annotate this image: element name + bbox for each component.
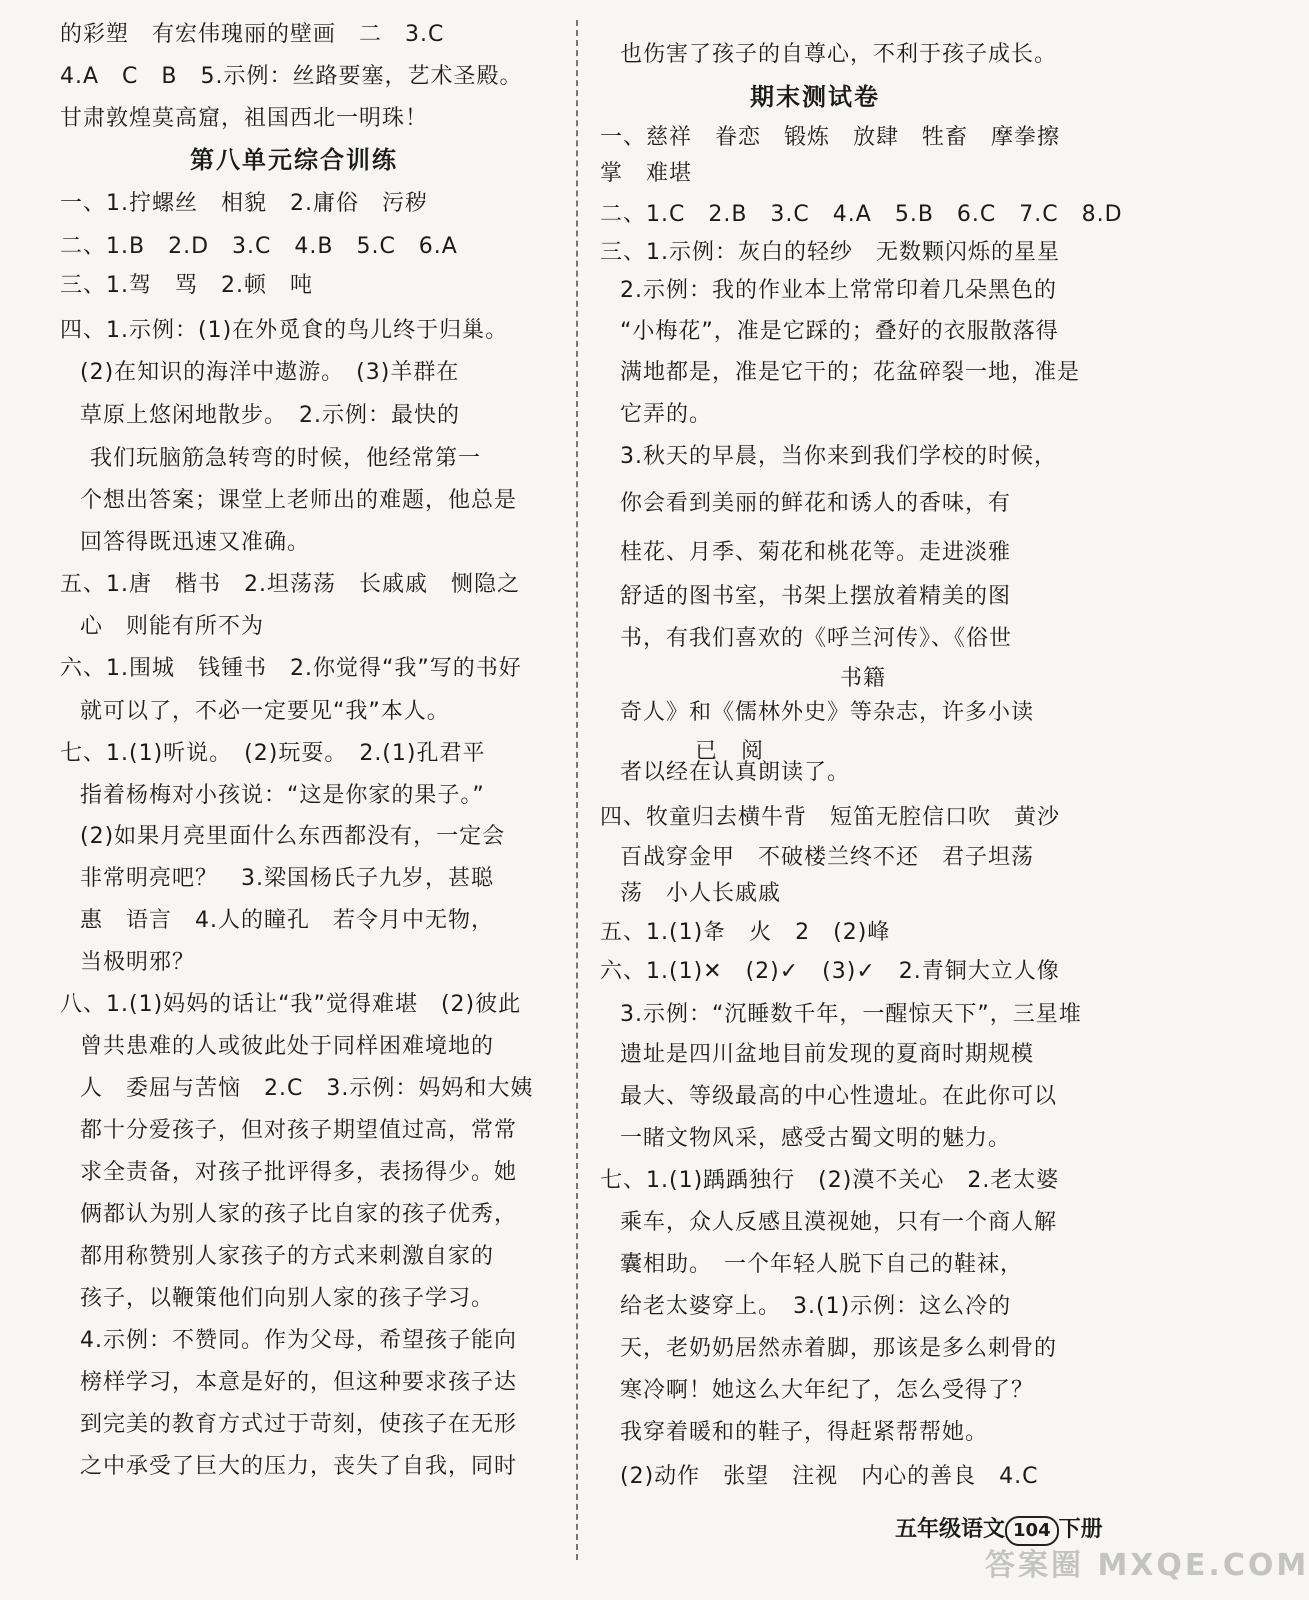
text-line: 四、牧童归去横牛背 短笛无腔信口吹 黄沙 bbox=[600, 805, 1061, 830]
text-line: 到完美的教育方式过于苛刻，使孩子在无形 bbox=[80, 1412, 518, 1437]
page-number: 104 bbox=[1005, 1516, 1059, 1546]
text-line: 3.秋天的早晨，当你来到我们学校的时候， bbox=[620, 444, 1057, 469]
text-line: 给老太婆穿上。 3.(1)示例：这么冷的 bbox=[620, 1294, 1012, 1319]
text-line: 人 委屈与苦恼 2.C 3.示例：妈妈和大姨 bbox=[80, 1076, 534, 1101]
text-line: 2.示例：我的作业本上常常印着几朵黑色的 bbox=[620, 278, 1057, 303]
text-line: 它弄的。 bbox=[620, 402, 713, 427]
text-line: 你会看到美丽的鲜花和诱人的香味，有 bbox=[620, 491, 1012, 516]
text-line: 草原上悠闲地散步。 2.示例：最快的 bbox=[80, 403, 460, 428]
footer-volume: 下册 bbox=[1058, 1517, 1103, 1542]
text-line: 都用称赞别人家孩子的方式来刺激自家的 bbox=[80, 1244, 495, 1269]
text-line: 榜样学习，本意是好的，但这种要求孩子达 bbox=[80, 1370, 518, 1395]
text-line: 我们玩脑筋急转弯的时候，他经常第一 bbox=[90, 446, 482, 471]
text-line: 五、1.唐 楷书 2.坦荡荡 长戚戚 恻隐之 bbox=[60, 572, 520, 597]
text-line: 三、1.驾 骂 2.顿 吨 bbox=[60, 273, 313, 298]
text-line: 也伤害了孩子的自尊心，不利于孩子成长。 bbox=[620, 42, 1058, 67]
text-line: 4.示例：不赞同。作为父母，希望孩子能向 bbox=[80, 1328, 517, 1353]
text-line: 者以经在认真朗读了。 bbox=[620, 760, 851, 785]
text-line: 指着杨梅对小孩说：“这是你家的果子。” bbox=[80, 783, 485, 808]
text-line: 掌 难堪 bbox=[600, 161, 693, 186]
section-title: 第八单元综合训练 bbox=[190, 146, 398, 174]
text-line: 曾共患难的人或彼此处于同样困难境地的 bbox=[80, 1034, 495, 1059]
text-line: 书籍 bbox=[840, 666, 887, 691]
text-line: 二、1.B 2.D 3.C 4.B 5.C 6.A bbox=[60, 234, 458, 259]
text-line: 三、1.示例：灰白的轻纱 无数颗闪烁的星星 bbox=[600, 240, 1060, 265]
text-line: 奇人》和《儒林外史》等杂志，许多小读 bbox=[620, 700, 1035, 725]
text-line: 我穿着暖和的鞋子，得赶紧帮帮她。 bbox=[620, 1420, 989, 1445]
text-line: 满地都是，准是它干的；花盆碎裂一地，准是 bbox=[620, 360, 1081, 385]
text-line: 荡 小人长戚戚 bbox=[620, 881, 782, 906]
text-line: 一、1.拧螺丝 相貌 2.庸俗 污秽 bbox=[60, 191, 428, 216]
text-line: 都十分爱孩子，但对孩子期望值过高，常常 bbox=[80, 1118, 518, 1143]
text-line: 二、1.C 2.B 3.C 4.A 5.B 6.C 7.C 8.D bbox=[600, 202, 1123, 227]
text-line: 遗址是四川盆地目前发现的夏商时期规模 bbox=[620, 1042, 1035, 1067]
text-line: 一、慈祥 眷恋 锻炼 放肆 牲畜 摩拳擦 bbox=[600, 125, 1061, 150]
text-line: 孩子，以鞭策他们向别人家的孩子学习。 bbox=[80, 1286, 495, 1311]
text-line: 桂花、月季、菊花和桃花等。走进淡雅 bbox=[620, 540, 1012, 565]
text-line: 乘车，众人反感且漠视她，只有一个商人解 bbox=[620, 1210, 1058, 1235]
footer-label: 五年级语文 bbox=[895, 1517, 1006, 1542]
text-line: 非常明亮吧？ 3.梁国杨氏子九岁，甚聪 bbox=[80, 866, 494, 891]
text-line: (2)在知识的海洋中遨游。 (3)羊群在 bbox=[80, 360, 460, 385]
text-line: 四、1.示例：(1)在外觅食的鸟儿终于归巢。 bbox=[60, 318, 509, 343]
text-line: 的彩塑 有宏伟瑰丽的壁画 二 3.C bbox=[60, 22, 445, 47]
text-line: (2)如果月亮里面什么东西都没有，一定会 bbox=[80, 824, 506, 849]
text-line: “小梅花”，准是它踩的；叠好的衣服散落得 bbox=[620, 319, 1059, 344]
text-line: (2)动作 张望 注视 内心的善良 4.C bbox=[620, 1464, 1039, 1489]
text-line: 个想出答案；课堂上老师出的难题，他总是 bbox=[80, 488, 518, 513]
text-line: 百战穿金甲 不破楼兰终不还 君子坦荡 bbox=[620, 845, 1035, 870]
text-line: 4.A C B 5.示例：丝路要塞，艺术圣殿。 bbox=[60, 64, 523, 89]
watermark: 答案圈 MXQE.COM bbox=[985, 1548, 1309, 1583]
text-line: 已 阅 bbox=[695, 739, 765, 764]
text-line: 回答得既迅速又准确。 bbox=[80, 530, 311, 555]
text-line: 书，有我们喜欢的《呼兰河传》、《俗世 bbox=[620, 626, 1013, 651]
text-line: 3.示例：“沉睡数千年，一醒惊天下”，三星堆 bbox=[620, 1002, 1082, 1027]
text-line: 之中承受了巨大的压力，丧失了自我，同时 bbox=[80, 1454, 518, 1479]
text-line: 五、1.(1)夅 火 2 (2)峰 bbox=[600, 920, 891, 945]
text-line: 求全责备，对孩子批评得多，表扬得少。她 bbox=[80, 1160, 518, 1185]
text-line: 七、1.(1)踽踽独行 (2)漠不关心 2.老太婆 bbox=[600, 1168, 1060, 1193]
text-line: 七、1.(1)听说。 (2)玩耍。 2.(1)孔君平 bbox=[60, 741, 486, 766]
text-line: 天，老奶奶居然赤着脚，那该是多么刺骨的 bbox=[620, 1336, 1058, 1361]
text-line: 六、1.围城 钱锺书 2.你觉得“我”写的书好 bbox=[60, 656, 522, 681]
text-line: 心 则能有所不为 bbox=[80, 614, 265, 639]
text-line: 一睹文物风采，感受古蜀文明的魅力。 bbox=[620, 1126, 1012, 1151]
text-line: 六、1.(1)✕ (2)✓ (3)✓ 2.青铜大立人像 bbox=[600, 959, 1060, 984]
text-line: 甘肃敦煌莫高窟，祖国西北一明珠！ bbox=[60, 106, 429, 131]
text-line: 就可以了，不必一定要见“我”本人。 bbox=[80, 699, 450, 724]
section-title: 期末测试卷 bbox=[750, 83, 880, 111]
column-divider bbox=[576, 20, 578, 1560]
text-line: 寒冷啊！她这么大年纪了，怎么受得了？ bbox=[620, 1378, 1035, 1403]
text-line: 最大、等级最高的中心性遗址。在此你可以 bbox=[620, 1084, 1058, 1109]
text-line: 当极明邪？ bbox=[80, 950, 196, 975]
text-line: 惠 语言 4.人的瞳孔 若令月中无物， bbox=[80, 908, 494, 933]
text-line: 囊相助。 一个年轻人脱下自己的鞋袜， bbox=[620, 1252, 1024, 1277]
text-line: 俩都认为别人家的孩子比自家的孩子优秀， bbox=[80, 1202, 518, 1227]
text-line: 舒适的图书室，书架上摆放着精美的图 bbox=[620, 584, 1012, 609]
text-line: 八、1.(1)妈妈的话让“我”觉得难堪 (2)彼此 bbox=[60, 992, 522, 1017]
